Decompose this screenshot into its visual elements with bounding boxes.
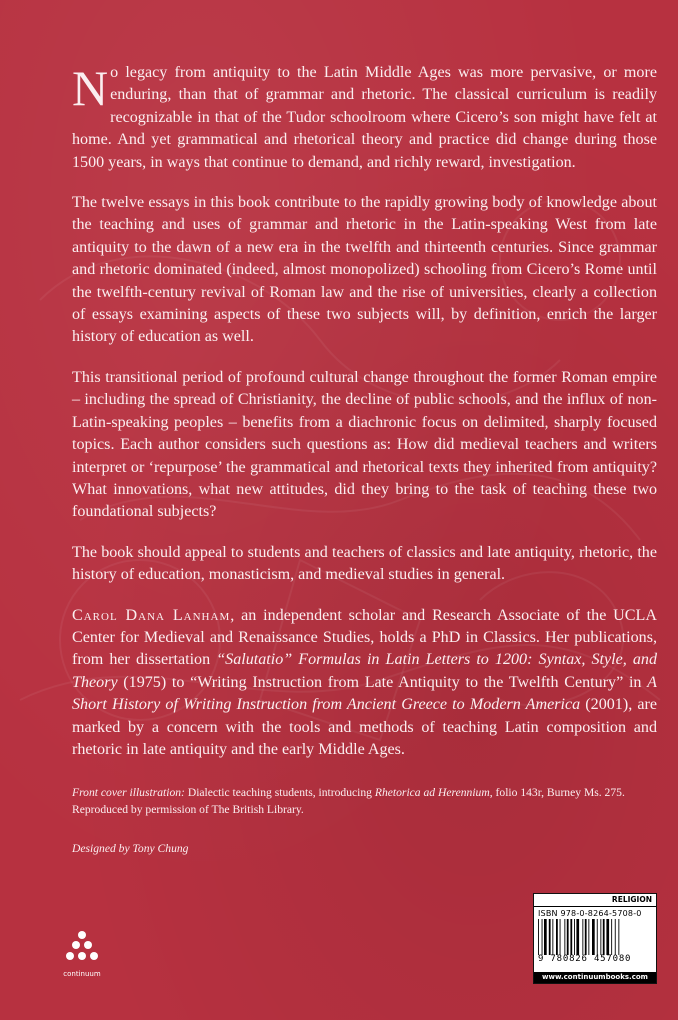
blurb-text bbox=[72, 62, 657, 779]
blurb-paragraph-2: The twelve essays in this book contribute to the rapidly growing body of knowledge about the teaching and uses of grammar and rhetoric in the Latin-speaking West from late antiquity to the dawn of a new era in the twelfth and thirteenth centuries. Since grammar and rhetoric dominated (indeed, almost monopolized) schooling from Cicero’s Rome until the twelfth-century revival of Roman law and the rise of universities, clearly a collection of essays examining aspects of these two subjects will, by definition, enrich the larger history of education as well. bbox=[72, 194, 657, 346]
author-bio bbox=[72, 605, 657, 762]
blurb-paragraph-1 bbox=[72, 62, 657, 174]
barcode-digits: 9 780826 457080 bbox=[538, 954, 632, 964]
barcode-bar bbox=[588, 919, 589, 955]
barcode-bar bbox=[552, 919, 553, 955]
blurb-paragraph-4: The book should appeal to students and teachers of classics and late antiquity, rhetoric, the history of education, monasticism, and medieval studies in general. bbox=[72, 543, 657, 584]
category-row bbox=[534, 894, 656, 907]
barcode-bar bbox=[618, 919, 619, 955]
barcode-bar bbox=[611, 919, 612, 955]
author-name: Carol Dana Lanham bbox=[72, 606, 231, 624]
drop-cap: N bbox=[72, 60, 109, 116]
book-title: A Short History of Writing Instruction from Ancient Greece to Modern America bbox=[72, 673, 657, 714]
author-bio-text-1: , an independent scholar and Research Associate of the UCLA Center for Medieval and Renaissance Studies, holds a PhD in Classics. Her publications, from her dissertation bbox=[72, 606, 657, 669]
isbn-number: ISBN 978-0-8264-5708-0 bbox=[538, 909, 642, 918]
designer-credit bbox=[72, 840, 662, 857]
isbn-barcode-box bbox=[533, 893, 657, 984]
barcode-bar bbox=[549, 919, 551, 955]
author-bio-text-2: (1975) to “Writing Instruction from Late Antiquity to the Twelfth Century” in bbox=[117, 673, 648, 691]
credit-title: Rhetorica ad Herennium bbox=[374, 786, 490, 799]
barcode-bar bbox=[570, 919, 572, 955]
credit-text-1: Dialectic teaching students, introducing bbox=[184, 786, 375, 799]
barcode-bar bbox=[574, 919, 575, 955]
blurb-p1-text: o legacy from antiquity to the Latin Middle Ages was more pervasive, or more enduring, than that of grammar and rhetoric. The classical curriculum is readily recognizable in that of the Tudor schoolroom where Cicero’s son might have felt at home. And yet grammatical and rhetorical theory and practice did change during those 1500 years, in ways that continue to demand, and richly reward, investigation. bbox=[72, 64, 657, 171]
designer-text: Designed by Tony Chung bbox=[72, 842, 189, 855]
barcode-bar bbox=[585, 919, 587, 955]
dissertation-title: “Salutatio” Formulas in Latin Letters to 1200: Syntax, Style, and Theory bbox=[72, 651, 657, 691]
publisher-logo bbox=[62, 930, 102, 978]
continuum-logo-icon bbox=[65, 930, 99, 964]
barcode-bar bbox=[576, 919, 579, 955]
barcode-image bbox=[538, 919, 650, 955]
barcode-bar bbox=[582, 919, 583, 955]
barcode-bar bbox=[606, 919, 609, 955]
blurb-paragraph-3: This transitional period of profound cultural change throughout the former Roman empire – including the spread of Christianity, the decline of public schools, and the influx of non-Latin-speaking peoples – benefits from a diachronic focus on delimited, sharply focused topics. Each author considers such questions as: How did medieval teachers and writers interpret or ‘repurpose’ the grammatical and rhetorical texts they inherited from antiquity? What innovations, what new attitudes, did they bring to the task of teaching these two foundational subjects? bbox=[72, 368, 657, 521]
credit-text-2: , folio 143r, Burney Ms. 275. Reproduced by permission of The British Library. bbox=[72, 786, 625, 816]
barcode-bar bbox=[600, 919, 601, 955]
barcode-bar bbox=[615, 919, 616, 955]
logo-label: continuum bbox=[63, 970, 101, 978]
barcode-bar bbox=[556, 919, 558, 955]
barcode-bar bbox=[597, 919, 598, 955]
barcode-bar bbox=[560, 919, 561, 955]
credit-label: Front cover illustration: bbox=[72, 786, 185, 799]
category-label: RELIGION bbox=[611, 895, 652, 904]
barcode-bar bbox=[538, 919, 539, 955]
barcode-bar bbox=[564, 919, 565, 955]
barcode-bar bbox=[592, 919, 595, 955]
publisher-url: www.continuumbooks.com bbox=[534, 972, 656, 983]
author-bio-text-3: (2001), are marked by a concern with the tools and methods of teaching Latin composition and rhetoric in late antiquity and the early Middle Ages. bbox=[72, 696, 657, 758]
barcode-bar bbox=[542, 919, 543, 955]
illustration-credit bbox=[72, 784, 662, 818]
barcode-bar bbox=[544, 919, 547, 955]
barcode-bar bbox=[567, 919, 569, 955]
barcode-bar bbox=[603, 919, 605, 955]
